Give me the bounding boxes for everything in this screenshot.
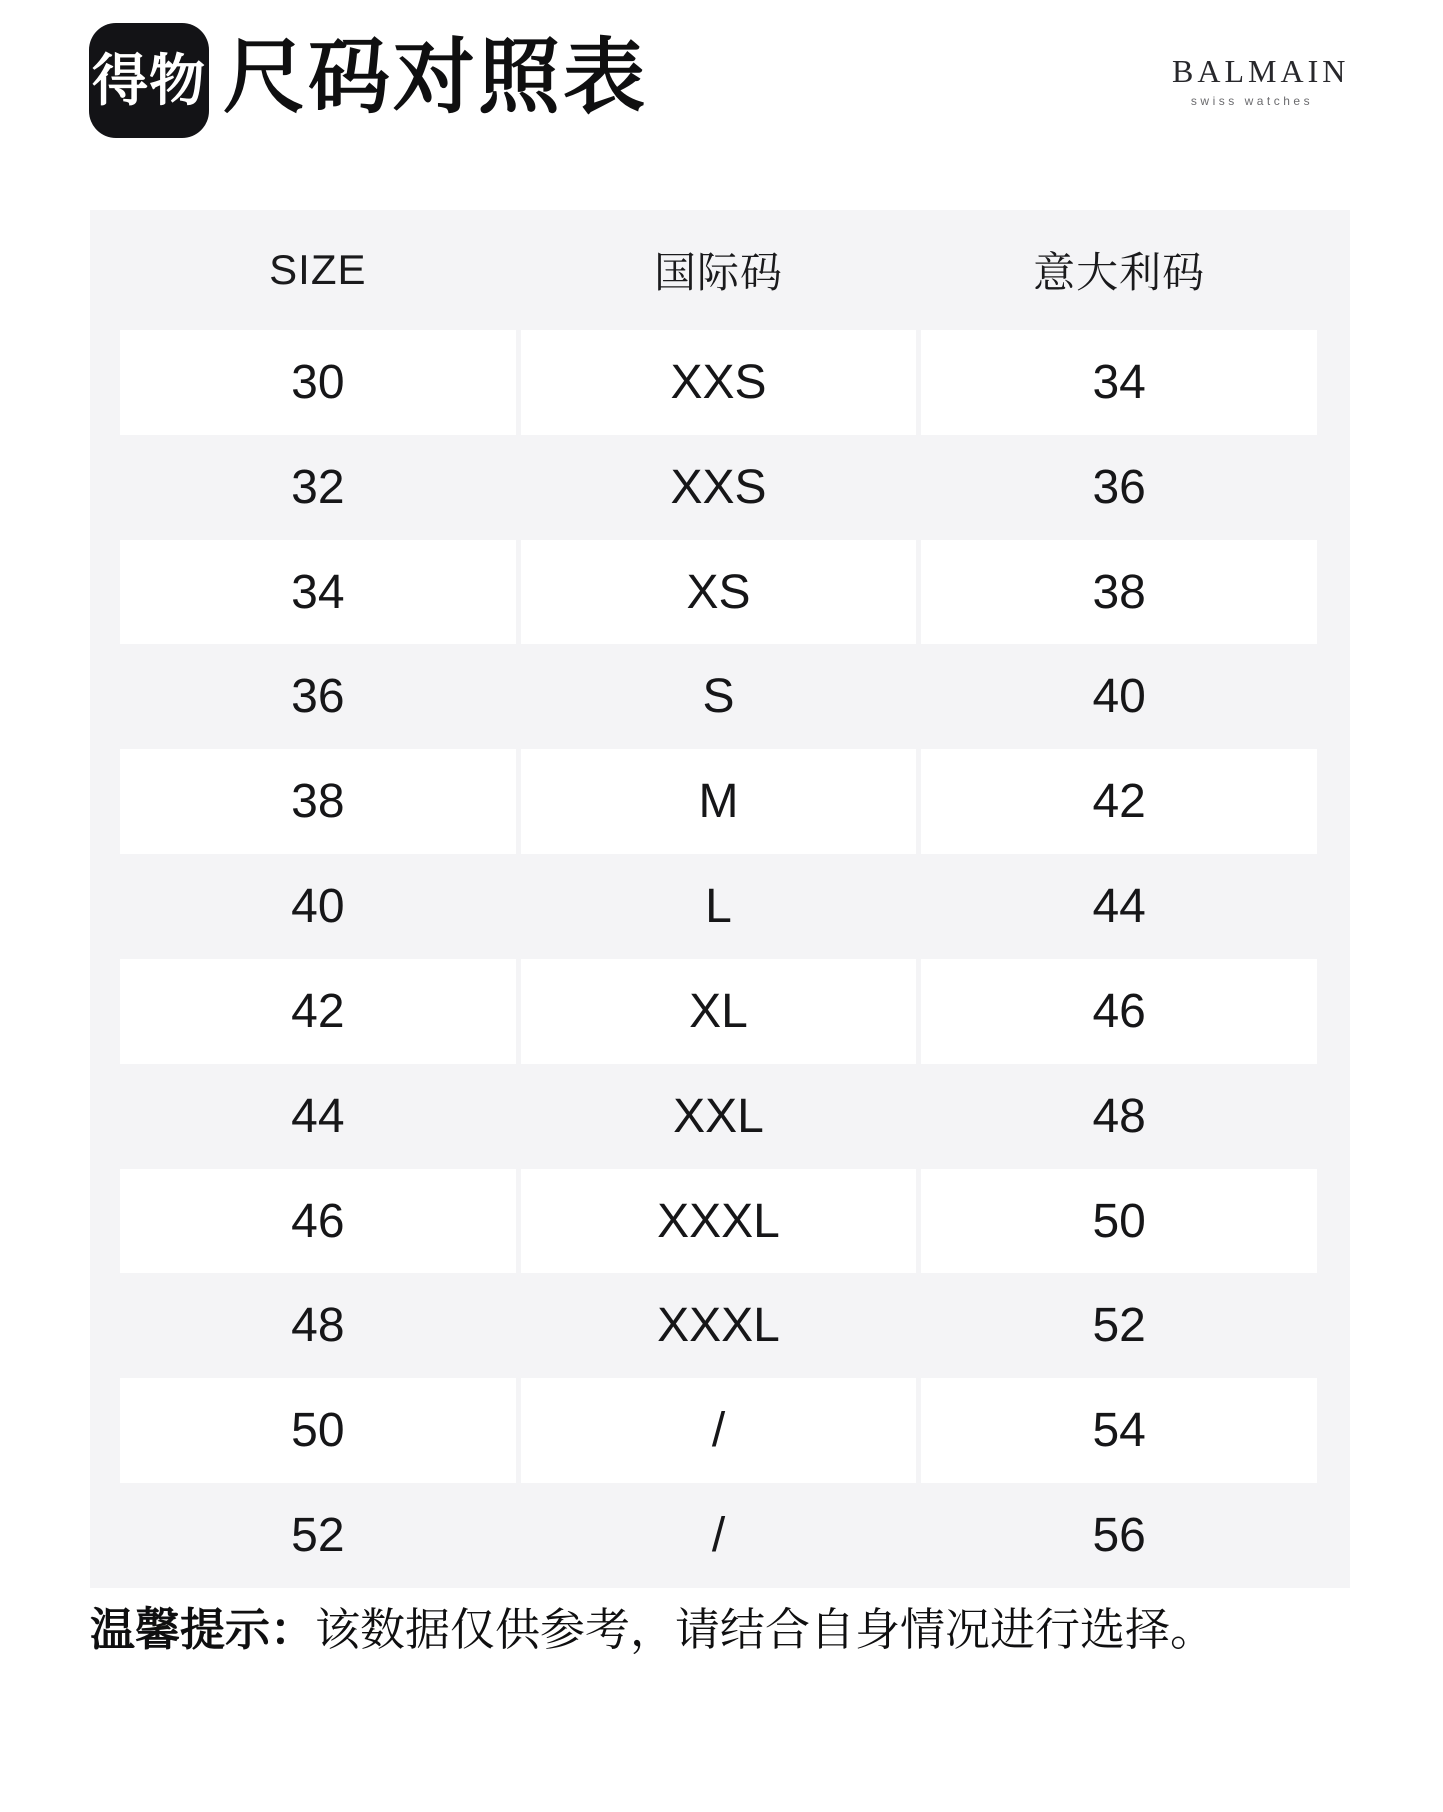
- table-cell: S: [702, 670, 735, 724]
- table-cell: XXS: [670, 460, 767, 514]
- table-cell: 50: [921, 1169, 1317, 1274]
- table-row: [120, 1169, 1317, 1274]
- table-cell: 34: [921, 330, 1317, 435]
- note-text: 该数据仅供参考，请结合自身情况进行选择。: [315, 1604, 1216, 1655]
- table-cell: 46: [120, 1169, 516, 1274]
- table-row: [120, 540, 1317, 645]
- table-cell: XL: [521, 959, 917, 1064]
- dewu-logo: [89, 23, 209, 138]
- table-row: [120, 644, 1317, 749]
- table-row: [120, 1378, 1317, 1483]
- table-cell: 34: [120, 540, 516, 645]
- table-body: [120, 330, 1317, 1588]
- table-cell: 44: [291, 1089, 345, 1143]
- brand-name: BALMAIN: [1172, 53, 1350, 89]
- table-cell: 38: [120, 749, 516, 854]
- table-cell: 48: [1092, 1089, 1146, 1143]
- page-title: 尺码对照表: [223, 32, 649, 123]
- table-header-row: [120, 210, 1317, 330]
- column-header-international: 国际码: [653, 249, 783, 296]
- dewu-logo-text: 得物: [92, 48, 206, 112]
- table-cell: XXXL: [657, 1299, 780, 1353]
- table-cell: M: [521, 749, 917, 854]
- brand-logo: [1172, 53, 1350, 109]
- table-cell: 36: [291, 670, 345, 724]
- table-cell: /: [521, 1378, 917, 1483]
- table-cell: 54: [921, 1378, 1317, 1483]
- table-cell: 52: [1092, 1299, 1146, 1353]
- table-row: [120, 1483, 1317, 1588]
- table-cell: 32: [291, 460, 345, 514]
- table-cell: 50: [120, 1378, 516, 1483]
- brand-tagline: swiss watches: [1190, 94, 1314, 109]
- note-label: 温馨提示：: [90, 1604, 316, 1655]
- table-cell: XXS: [521, 330, 917, 435]
- table-row: [120, 854, 1317, 959]
- table-cell: 36: [1092, 460, 1146, 514]
- table-cell: 42: [120, 959, 516, 1064]
- table-cell: XXXL: [521, 1169, 917, 1274]
- table-cell: 56: [1092, 1509, 1146, 1563]
- bottom-note: [90, 1600, 1390, 1661]
- table-cell: 48: [291, 1299, 345, 1353]
- table-cell: 44: [1092, 880, 1146, 934]
- size-table: [90, 210, 1350, 1588]
- table-cell: L: [705, 880, 732, 934]
- table-row: [120, 1064, 1317, 1169]
- table-cell: 30: [120, 330, 516, 435]
- column-header-size: SIZE: [269, 246, 367, 293]
- table-row: [120, 330, 1317, 435]
- table-cell: 40: [291, 880, 345, 934]
- table-cell: XS: [521, 540, 917, 645]
- table-cell: 38: [921, 540, 1317, 645]
- table-row: [120, 749, 1317, 854]
- table-cell: 42: [921, 749, 1317, 854]
- table-cell: 46: [921, 959, 1317, 1064]
- table-cell: 40: [1092, 670, 1146, 724]
- table-cell: 52: [291, 1509, 345, 1563]
- table-cell: /: [711, 1509, 726, 1563]
- table-row: [120, 959, 1317, 1064]
- table-row: [120, 1273, 1317, 1378]
- table-cell: XXL: [673, 1089, 764, 1143]
- table-row: [120, 435, 1317, 540]
- column-header-italian: 意大利码: [1033, 249, 1206, 296]
